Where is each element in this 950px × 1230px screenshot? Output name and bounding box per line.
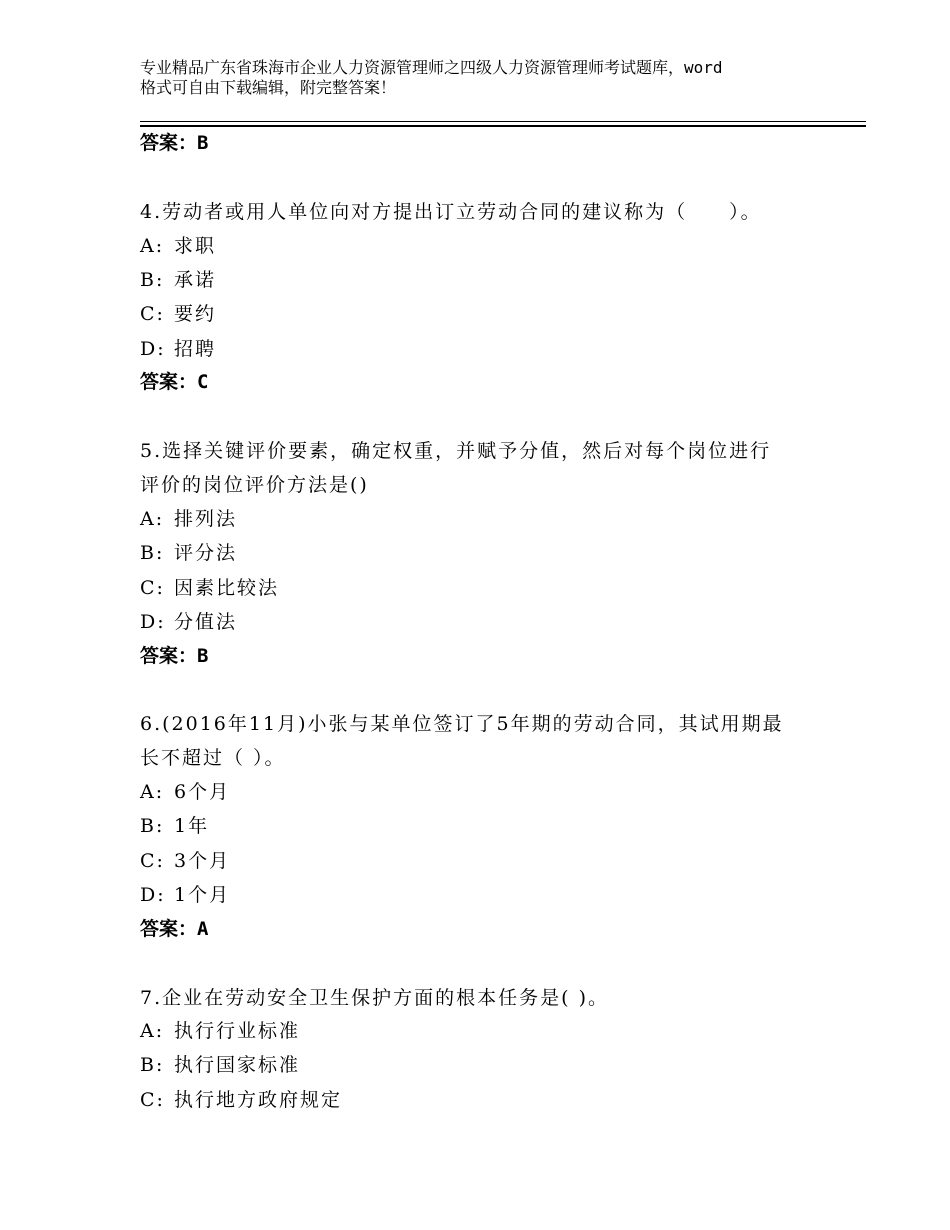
question-7-option-b [140,1053,300,1077]
option-text: 3个月 [174,850,231,872]
option-label: D: [140,338,166,360]
question-6-stem-line-2: 长不超过（ ）。 [140,747,286,769]
document-header [140,58,840,98]
option-label: C: [140,303,165,325]
question-6-answer: 答案：A [140,918,209,940]
question-7-stem [140,981,820,1015]
option-label: B: [140,1054,165,1076]
option-text: 执行国家标准 [174,1054,301,1076]
option-label: B: [140,815,165,837]
option-text: 排列法 [174,508,238,530]
question-6-stem [140,707,820,775]
option-text: 因素比较法 [174,577,280,599]
option-text: 评分法 [174,542,238,564]
question-5-option-a [140,507,237,531]
question-5-option-b [140,541,237,565]
answer-previous: 答案：B [140,132,209,154]
option-label: C: [140,850,165,872]
question-6-stem-line-1: 6.(2016年11月)小张与某单位签订了5年期的劳动合同，其试用期最 [140,713,784,735]
question-5-stem-line-1: 5.选择关键评价要素，确定权重，并赋予分值，然后对每个岗位进行 [140,440,772,462]
question-5-answer: 答案：B [140,645,209,667]
option-label: A: [140,508,165,530]
question-4-option-a [140,234,216,258]
header-line-1: 专业精品广东省珠海市企业人力资源管理师之四级人力资源管理师考试题库，word [140,58,723,77]
question-6-option-b [140,814,209,838]
option-text: 招聘 [174,338,217,360]
question-4-stem-line-1: 4.劳动者或用人单位向对方提出订立劳动合同的建议称为（ ）。 [140,201,762,223]
question-7-option-c [140,1088,342,1112]
question-6-option-d [140,883,230,907]
option-text: 6个月 [174,781,231,803]
header-rule-thick [140,125,866,127]
option-text: 执行行业标准 [174,1020,301,1042]
option-label: D: [140,611,166,633]
option-label: B: [140,542,165,564]
question-4-stem [140,195,820,229]
question-7-stem-line-1: 7.企业在劳动安全卫生保护方面的根本任务是( )。 [140,987,609,1009]
question-5-stem [140,434,820,502]
option-text: 执行地方政府规定 [174,1089,343,1111]
question-5-stem-line-2: 评价的岗位评价方法是() [140,474,369,496]
question-6-option-c [140,849,230,873]
question-6-option-a [140,780,230,804]
option-text: 承诺 [174,269,217,291]
option-text: 要约 [174,303,217,325]
option-label: B: [140,269,165,291]
option-text: 求职 [174,235,217,257]
option-text: 分值法 [174,611,238,633]
option-text: 1个月 [174,884,231,906]
option-label: A: [140,781,165,803]
option-label: D: [140,884,166,906]
option-label: C: [140,1089,165,1111]
option-label: A: [140,1020,165,1042]
option-label: C: [140,577,165,599]
question-4-answer: 答案：C [140,371,209,393]
option-label: A: [140,235,165,257]
header-rule-thin [140,121,866,122]
question-4-option-d [140,337,216,361]
header-line-2: 格式可自由下载编辑，附完整答案！ [140,78,397,97]
question-7-option-a [140,1019,300,1043]
question-5-option-c [140,576,279,600]
question-4-option-c [140,302,216,326]
option-text: 1年 [174,815,210,837]
question-4-option-b [140,268,216,292]
question-5-option-d [140,610,237,634]
